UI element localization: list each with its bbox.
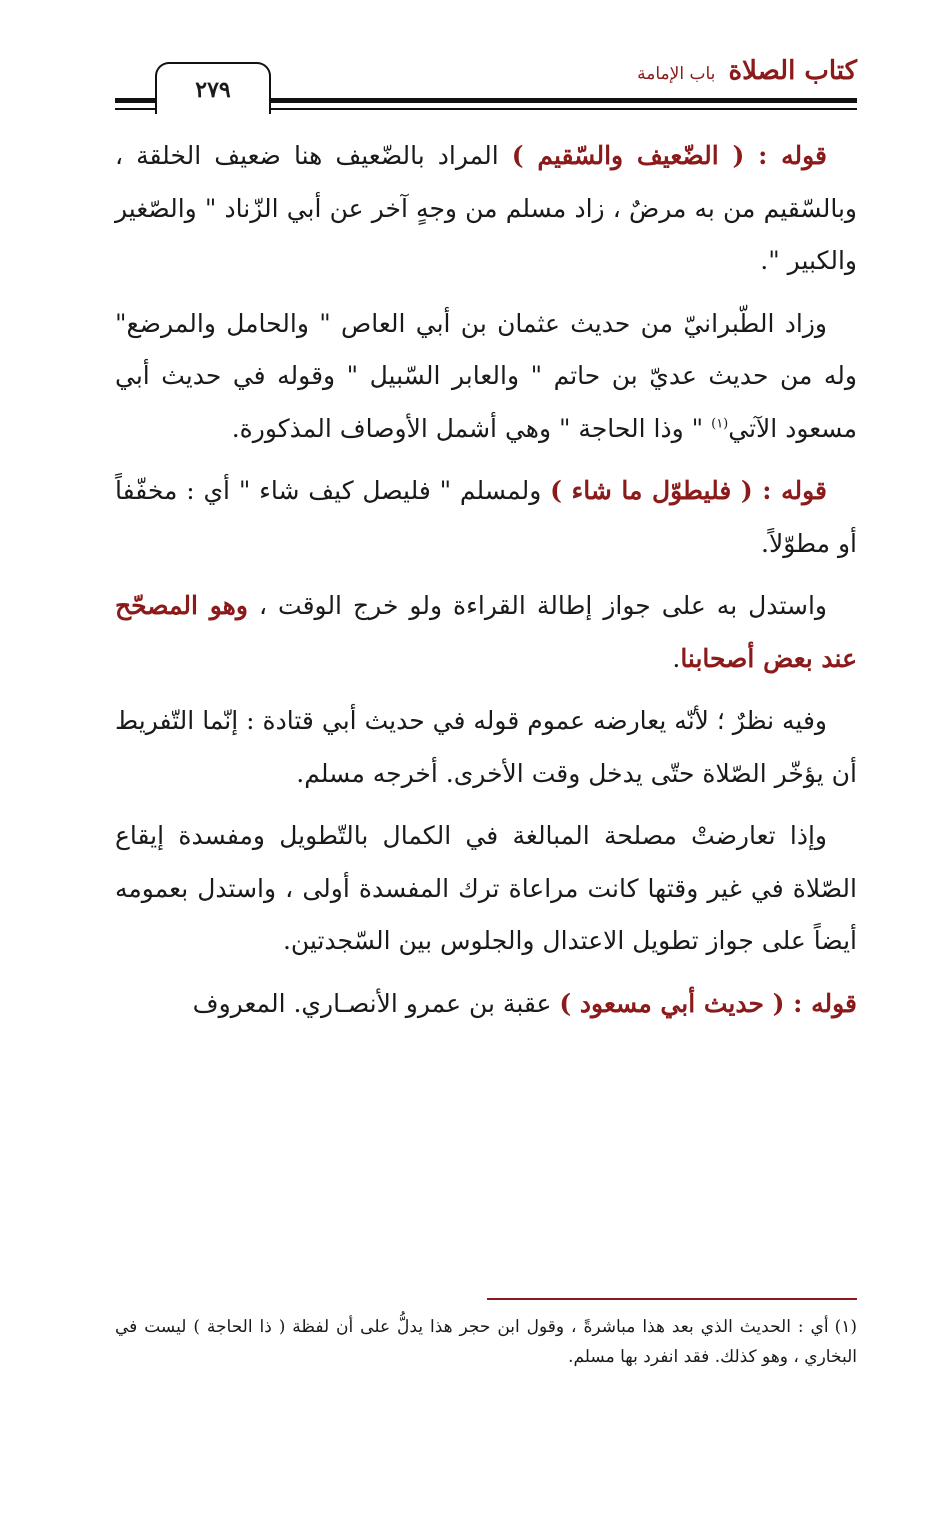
paragraph — [115, 695, 857, 800]
book-title: كتاب الصلاة — [728, 56, 857, 86]
paragraph — [115, 580, 857, 685]
running-title — [637, 56, 857, 86]
page-number: ٢٧٩ — [155, 62, 271, 114]
paragraph-text: ولمسلم " فليصل كيف شاء " أي : مخفّفاً أو مطوّلاً. — [115, 476, 857, 558]
footnote — [115, 1312, 857, 1372]
paragraph-text: واستدل به على جواز إطالة القراءة ولو خرج الوقت ، — [247, 591, 827, 620]
highlighted-text: وهو المصحّح عند بعض أصحابنا — [115, 591, 857, 673]
paragraph — [115, 130, 857, 288]
footnote-marker: (١) — [834, 1317, 857, 1337]
paragraph — [115, 978, 857, 1031]
paragraph-text: " وذا الحاجة " وهي أشمل الأوصاف المذكورة. — [231, 413, 712, 443]
paragraph-text: عقبة بن عمرو الأنصـاري. المعروف — [192, 988, 560, 1018]
paragraph-text: وزاد الطّبرانيّ من حديث عثمان بن أبي العاص " والحامل والمرضع" وله من حديث عديّ بن حاتم " والعابر السّبيل " وقوله في حديث أبي مسعود الآتي — [115, 308, 857, 443]
page-header — [115, 52, 857, 122]
main-text — [115, 130, 857, 1040]
paragraph — [115, 298, 857, 456]
commentary-lead: قوله : ( الضّعيف والسّقيم ) — [511, 141, 827, 170]
paragraph-text: وإذا تعارضتْ مصلحة المبالغة في الكمال بالتّطويل ومفسدة إيقاع الصّلاة في غير وقتها كانت مراعاة ترك المفسدة أولى ، واستدل بعمومه أيضاً على جواز تطويل الاعتدال والجلوس بين السّجدتين. — [115, 821, 857, 955]
footnote-text: أي : الحديث الذي بعد هذا مباشرةً ، وقول ابن حجر هذا يدلُّ على أن لفظة ( ذا الحاجة ) ليست في البخاري ، وهو كذلك. فقد انفرد بها مسلم. — [115, 1317, 857, 1367]
footnote-separator — [487, 1298, 857, 1300]
commentary-lead: قوله : ( حديث أبي مسعود ) — [559, 988, 857, 1018]
paragraph-text: وفيه نظرٌ ؛ لأنّه يعارضه عموم قوله في حديث أبي قتادة : إنّما التّفريط أن يؤخّر الصّلاة حتّى يدخل وقت الأخرى. أخرجه مسلم. — [115, 706, 857, 788]
footnote-reference[interactable]: (١) — [711, 416, 729, 432]
commentary-lead: قوله : ( فليطوّل ما شاء ) — [550, 476, 827, 505]
paragraph-text: المراد بالضّعيف هنا ضعيف الخلقة ، وبالسّقيم من به مرضٌ ، زاد مسلم من وجهٍ آخر عن أبي الزّناد " والصّغير والكبير ". — [115, 141, 857, 275]
paragraph-end: . — [672, 643, 681, 673]
paragraph — [115, 810, 857, 968]
paragraph — [115, 465, 857, 570]
chapter-title: باب الإمامة — [637, 64, 716, 84]
